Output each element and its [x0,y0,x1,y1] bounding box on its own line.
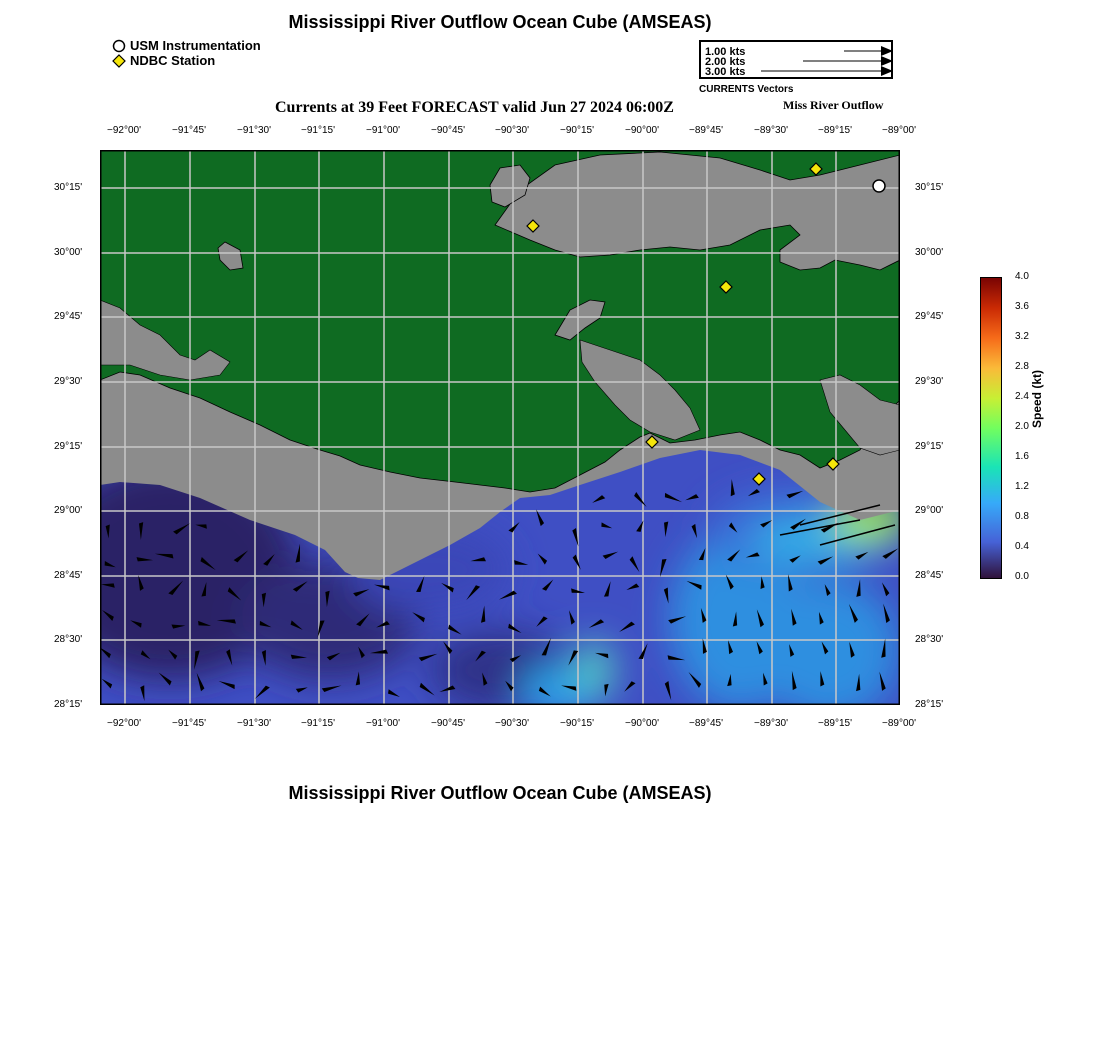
marker-legend [112,38,261,68]
lat-tick-label: 28°45' [54,570,83,581]
lon-tick-label: −89°30' [754,718,788,729]
lat-tick-label: 30°15' [54,182,83,193]
second-panel-title: Mississippi River Outflow Ocean Cube (AMSEAS) [288,783,712,803]
lon-tick-label: −92°00' [107,125,141,136]
legend-ndbc-label: NDBC Station [130,53,216,68]
lon-tick-label: −90°15' [560,718,594,729]
colorbar-label: Speed (kt) [1030,369,1044,428]
lat-tick-label: 28°30' [915,634,944,645]
legend-ndbc [112,53,261,68]
colorbar-tick-label: 1.6 [1015,451,1029,462]
current-map [100,150,900,705]
colorbar-tick-label: 0.8 [1015,511,1029,522]
lon-tick-label: −89°00' [882,125,916,136]
lon-tick-label: −91°45' [172,125,206,136]
lon-tick-label: −90°00' [625,125,659,136]
lon-tick-label: −90°45' [431,718,465,729]
lon-tick-label: −92°00' [107,718,141,729]
lat-tick-label: 29°00' [54,505,83,516]
lat-tick-label: 29°00' [915,505,944,516]
colorbar-tick-label: 4.0 [1015,271,1029,282]
lon-tick-label: −91°15' [301,718,335,729]
lon-tick-label: −91°30' [237,125,271,136]
lon-tick-label: −89°45' [689,125,723,136]
colorbar-tick-label: 0.4 [1015,541,1029,552]
lon-tick-label: −91°15' [301,125,335,136]
vector-key-label-2: 2.00 kts [705,56,746,68]
lon-tick-label: −90°00' [625,718,659,729]
lat-tick-label: 29°30' [915,376,944,387]
speed-colorbar [980,277,1002,579]
usm-circle-icon [112,39,126,53]
map-subtitle: Currents at 39 Feet FORECAST valid Jun 27 2024 06:00Z [275,99,674,116]
lon-tick-label: −90°30' [495,718,529,729]
lat-tick-label: 30°00' [54,247,83,258]
lon-tick-label: −90°45' [431,125,465,136]
lat-tick-label: 29°15' [915,441,944,452]
lat-tick-label: 30°00' [915,247,944,258]
vector-key [699,40,893,79]
vector-key-label-3: 3.00 kts [705,66,746,78]
lat-tick-label: 29°30' [54,376,83,387]
lon-tick-label: −90°30' [495,125,529,136]
lon-tick-label: −91°00' [366,125,400,136]
colorbar-tick-label: 1.2 [1015,481,1029,492]
lat-tick-label: 28°15' [915,699,944,710]
lon-tick-label: −91°30' [237,718,271,729]
lon-tick-label: −89°15' [818,125,852,136]
lon-tick-label: −89°15' [818,718,852,729]
legend-usm-label: USM Instrumentation [130,38,261,53]
lon-tick-label: −91°00' [366,718,400,729]
lon-tick-label: −91°45' [172,718,206,729]
ndbc-diamond-icon [112,54,126,68]
usm-instrument-marker[interactable] [873,180,885,192]
lat-tick-label: 29°15' [54,441,83,452]
lon-tick-label: −89°00' [882,718,916,729]
lat-tick-label: 30°15' [915,182,944,193]
lat-tick-label: 28°15' [54,699,83,710]
lon-tick-label: −90°15' [560,125,594,136]
lat-tick-label: 28°45' [915,570,944,581]
legend-usm [112,38,261,53]
lat-tick-label: 29°45' [54,311,83,322]
map-title: Mississippi River Outflow Ocean Cube (AMSEAS) [288,12,712,32]
colorbar-tick-label: 2.8 [1015,361,1029,372]
colorbar-tick-label: 0.0 [1015,571,1029,582]
colorbar-tick-label: 2.0 [1015,421,1029,432]
lat-tick-label: 29°45' [915,311,944,322]
colorbar-tick-label: 3.6 [1015,301,1029,312]
vector-key-arrows [701,42,891,77]
lon-tick-label: −89°45' [689,718,723,729]
colorbar-tick-label: 3.2 [1015,331,1029,342]
lon-tick-label: −89°30' [754,125,788,136]
vector-key-caption: CURRENTS Vectors [699,84,794,95]
colorbar-tick-label: 2.4 [1015,391,1029,402]
lat-tick-label: 28°30' [54,634,83,645]
vector-key-label-1: 1.00 kts [705,46,746,58]
outflow-label: Miss River Outflow [783,98,884,112]
